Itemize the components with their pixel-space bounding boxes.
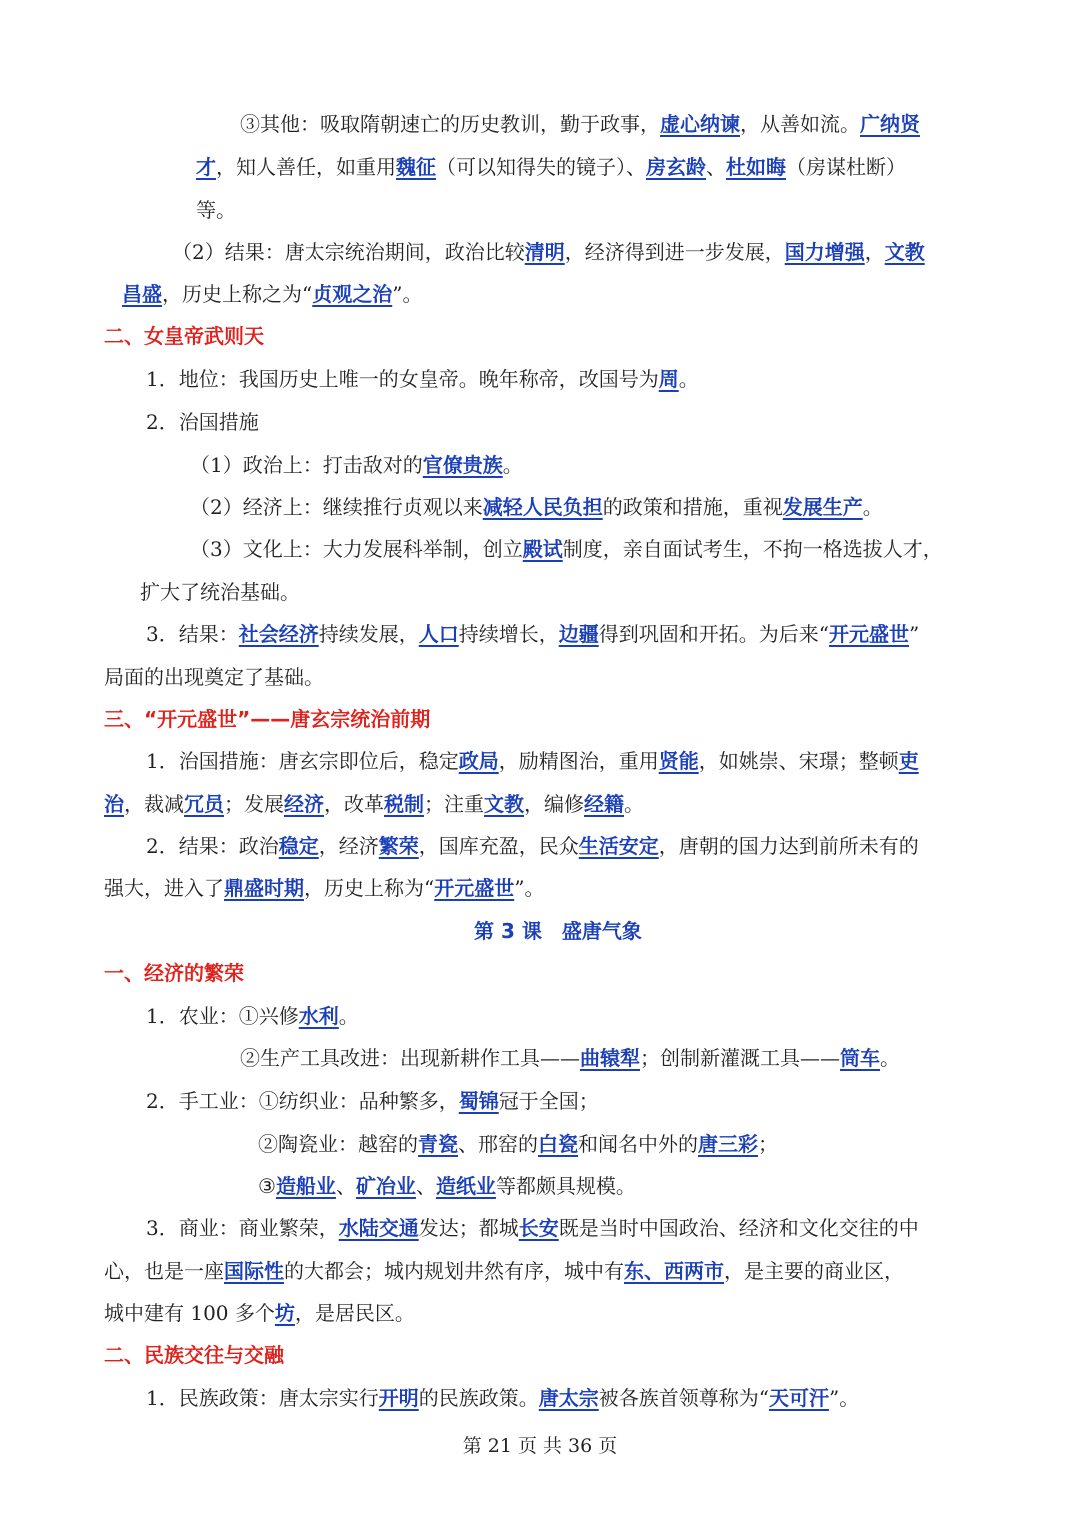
body-text: ，编修 xyxy=(524,792,584,816)
key-term: 文教 xyxy=(884,240,925,264)
key-term: 房玄龄 xyxy=(646,155,706,179)
body-text: 。 xyxy=(624,792,644,816)
body-text: ②生产工具改进：出现新耕作工具—— xyxy=(240,1046,580,1070)
body-text: （房谋杜断） xyxy=(786,155,906,179)
key-term: 吏 xyxy=(898,749,919,773)
body-text: 1．农业：①兴修 xyxy=(146,1004,299,1028)
text-line xyxy=(0,190,1080,230)
key-term: 天可汗 xyxy=(768,1386,829,1410)
key-term: 唐太宗 xyxy=(538,1386,599,1410)
key-term: 贞观之治 xyxy=(312,282,393,306)
key-term: 开元盛世 xyxy=(828,622,909,646)
lesson-title-text: 第 3 课 盛唐气象 xyxy=(474,919,642,943)
text-line xyxy=(0,1378,1080,1418)
key-term: 周 xyxy=(658,367,679,391)
body-text: ③ xyxy=(258,1174,276,1198)
text-line xyxy=(0,445,1080,485)
key-term: 政局 xyxy=(458,749,499,773)
body-text: 1．治国措施：唐玄宗即位后，稳定 xyxy=(146,749,459,773)
body-text: （2）结果：唐太宗统治期间，政治比较 xyxy=(172,240,525,264)
body-text: 被各族首领尊称为“ xyxy=(598,1386,769,1410)
key-term: 东、西两市 xyxy=(624,1259,724,1283)
section-heading xyxy=(0,699,1080,739)
key-term: 贤能 xyxy=(658,749,699,773)
key-term: 唐三彩 xyxy=(698,1132,758,1156)
body-text: 既是当时中国政治、经济和文化交往的中 xyxy=(558,1216,919,1240)
text-line xyxy=(0,826,1080,866)
body-text: （1）政治上：打击敌对的 xyxy=(190,453,423,477)
key-term: 长安 xyxy=(518,1216,559,1240)
body-text: 冠于全国； xyxy=(498,1089,599,1113)
body-text: 。 xyxy=(338,1004,359,1028)
key-term: 文教 xyxy=(484,792,524,816)
body-text: 强大，进入了 xyxy=(104,876,224,900)
body-text: 。 xyxy=(880,1046,900,1070)
key-term: 才 xyxy=(196,155,216,179)
key-term: 减轻人民负担 xyxy=(482,495,603,519)
body-text: 的大都会；城内规划井然有序，城中有 xyxy=(284,1259,624,1283)
body-text: 2．手工业：①纺织业：品种繁多， xyxy=(146,1089,459,1113)
body-text: 扩大了统治基础。 xyxy=(140,580,300,604)
text-line xyxy=(0,1293,1080,1333)
key-term: 蜀锦 xyxy=(458,1089,499,1113)
body-text: 、 xyxy=(335,1174,356,1198)
text-line xyxy=(0,868,1080,908)
key-term: 坊 xyxy=(274,1301,295,1325)
body-text: 制度，亲自面试考生，不拘一格选拔人才， xyxy=(562,537,943,561)
key-term: 白瓷 xyxy=(538,1132,578,1156)
key-term: 水陆交通 xyxy=(338,1216,419,1240)
text-line xyxy=(0,741,1080,781)
body-text: 3．结果： xyxy=(146,622,239,646)
body-text: ，励精图治，重用 xyxy=(498,749,659,773)
body-text: 、 xyxy=(706,155,726,179)
key-term: 殿试 xyxy=(522,537,563,561)
text-line xyxy=(0,1251,1080,1291)
body-text: ，裁减 xyxy=(124,792,184,816)
body-text: ”。 xyxy=(828,1386,860,1410)
text-line xyxy=(0,402,1080,442)
text-line xyxy=(0,274,1080,314)
body-text: 持续发展， xyxy=(318,622,419,646)
text-line xyxy=(0,529,1080,569)
body-text: ②陶瓷业：越窑的 xyxy=(258,1132,418,1156)
body-text: 1．地位：我国历史上唯一的女皇帝。晚年称帝，改国号为 xyxy=(146,367,659,391)
body-text: 2．结果：政治 xyxy=(146,834,279,858)
section-heading-text: 一、经济的繁荣 xyxy=(104,961,244,985)
key-term: 矿冶业 xyxy=(355,1174,416,1198)
body-text: 、邢窑的 xyxy=(458,1132,538,1156)
key-term: 青瓷 xyxy=(418,1132,458,1156)
text-line xyxy=(0,147,1080,187)
text-line xyxy=(0,104,1080,144)
key-term: 造船业 xyxy=(275,1174,336,1198)
body-text: ，历史上称之为“ xyxy=(162,282,313,306)
key-term: 虚心纳谏 xyxy=(660,112,740,136)
body-text: ”。 xyxy=(514,876,545,900)
key-term: 治 xyxy=(104,792,124,816)
text-line xyxy=(0,232,1080,272)
key-term: 繁荣 xyxy=(378,834,419,858)
section-heading xyxy=(0,316,1080,356)
body-text: ，历史上称为“ xyxy=(304,876,435,900)
body-text: ，知人善任，如重用 xyxy=(216,155,396,179)
text-line xyxy=(0,1166,1080,1206)
body-text: （3）文化上：大力发展科举制，创立 xyxy=(190,537,523,561)
key-term: 水利 xyxy=(298,1004,339,1028)
body-text: 心，也是一座 xyxy=(104,1259,224,1283)
body-text: ； xyxy=(758,1132,778,1156)
key-term: 发展生产 xyxy=(782,495,863,519)
body-text: ，经济得到进一步发展， xyxy=(564,240,785,264)
body-text: 1．民族政策：唐太宗实行 xyxy=(146,1386,379,1410)
body-text: 。 xyxy=(862,495,883,519)
key-term: 经籍 xyxy=(584,792,624,816)
body-text: ；注重 xyxy=(424,792,484,816)
body-text: ，如姚崇、宋璟；整顿 xyxy=(698,749,899,773)
text-line xyxy=(0,1038,1080,1078)
key-term: 人口 xyxy=(418,622,459,646)
key-term: 开明 xyxy=(378,1386,419,1410)
body-text: 发达；都城 xyxy=(418,1216,519,1240)
key-term: 清明 xyxy=(524,240,565,264)
text-line xyxy=(0,784,1080,824)
key-term: 税制 xyxy=(384,792,424,816)
body-text: ” xyxy=(908,622,920,646)
key-term: 筒车 xyxy=(840,1046,880,1070)
body-text: 的民族政策。 xyxy=(418,1386,539,1410)
body-text: 得到巩固和开拓。为后来“ xyxy=(598,622,829,646)
body-text: 3．商业：商业繁荣， xyxy=(146,1216,339,1240)
body-text: 等都颇具规模。 xyxy=(495,1174,636,1198)
key-term: 社会经济 xyxy=(238,622,319,646)
body-text: ，是主要的商业区， xyxy=(724,1259,904,1283)
body-text: 2．治国措施 xyxy=(146,410,259,434)
key-term: 国际性 xyxy=(224,1259,284,1283)
body-text: 等。 xyxy=(196,198,236,222)
body-text: ，国库充盈，民众 xyxy=(418,834,579,858)
section-heading-text: 三、“开元盛世”——唐玄宗统治前期 xyxy=(104,707,431,731)
key-term: 官僚贵族 xyxy=(422,453,503,477)
body-text: 局面的出现奠定了基础。 xyxy=(104,665,324,689)
text-line xyxy=(0,1208,1080,1248)
body-text: ，唐朝的国力达到前所未有的 xyxy=(658,834,919,858)
key-term: 鼎盛时期 xyxy=(224,876,304,900)
key-term: 开元盛世 xyxy=(434,876,515,900)
body-text: ，经济 xyxy=(318,834,379,858)
body-text: ；发展 xyxy=(224,792,284,816)
key-term: 昌盛 xyxy=(122,282,162,306)
body-text: 。 xyxy=(502,453,523,477)
section-heading xyxy=(0,953,1080,993)
body-text: （2）经济上：继续推行贞观以来 xyxy=(190,495,483,519)
key-term: 魏征 xyxy=(396,155,436,179)
key-term: 国力增强 xyxy=(784,240,865,264)
lesson-title xyxy=(0,911,1080,951)
body-text: 持续增长， xyxy=(458,622,559,646)
body-text: 。 xyxy=(678,367,699,391)
key-term: 冗员 xyxy=(184,792,224,816)
text-line xyxy=(0,359,1080,399)
page-number-footer: 第 21 页 共 36 页 xyxy=(462,1435,618,1457)
body-text: ，从善如流。 xyxy=(740,112,860,136)
body-text: ③其他：吸取隋朝速亡的历史教训，勤于政事， xyxy=(240,112,660,136)
key-term: 杜如晦 xyxy=(726,155,786,179)
key-term: 曲辕犁 xyxy=(580,1046,640,1070)
key-term: 经济 xyxy=(284,792,324,816)
body-text: ， xyxy=(864,240,885,264)
body-text: ，是居民区。 xyxy=(294,1301,415,1325)
text-line xyxy=(0,572,1080,612)
text-line xyxy=(0,487,1080,527)
key-term: 广纳贤 xyxy=(860,112,920,136)
text-line xyxy=(0,614,1080,654)
section-heading-text: 二、民族交往与交融 xyxy=(104,1343,284,1367)
section-heading-text: 二、女皇帝武则天 xyxy=(104,324,264,348)
text-line xyxy=(0,1124,1080,1164)
text-line xyxy=(0,996,1080,1036)
key-term: 造纸业 xyxy=(435,1174,496,1198)
body-text: 、 xyxy=(415,1174,436,1198)
text-line xyxy=(0,657,1080,697)
body-text: ；创制新灌溉工具—— xyxy=(640,1046,840,1070)
key-term: 生活安定 xyxy=(578,834,659,858)
body-text: 城中建有 100 多个 xyxy=(104,1301,275,1325)
key-term: 稳定 xyxy=(278,834,319,858)
text-line xyxy=(0,1081,1080,1121)
section-heading xyxy=(0,1335,1080,1375)
body-text: ”。 xyxy=(392,282,423,306)
body-text: 和闻名中外的 xyxy=(578,1132,698,1156)
body-text: ，改革 xyxy=(324,792,384,816)
body-text: 的政策和措施，重视 xyxy=(602,495,783,519)
key-term: 边疆 xyxy=(558,622,599,646)
body-text: （可以知得失的镜子）、 xyxy=(436,155,646,179)
